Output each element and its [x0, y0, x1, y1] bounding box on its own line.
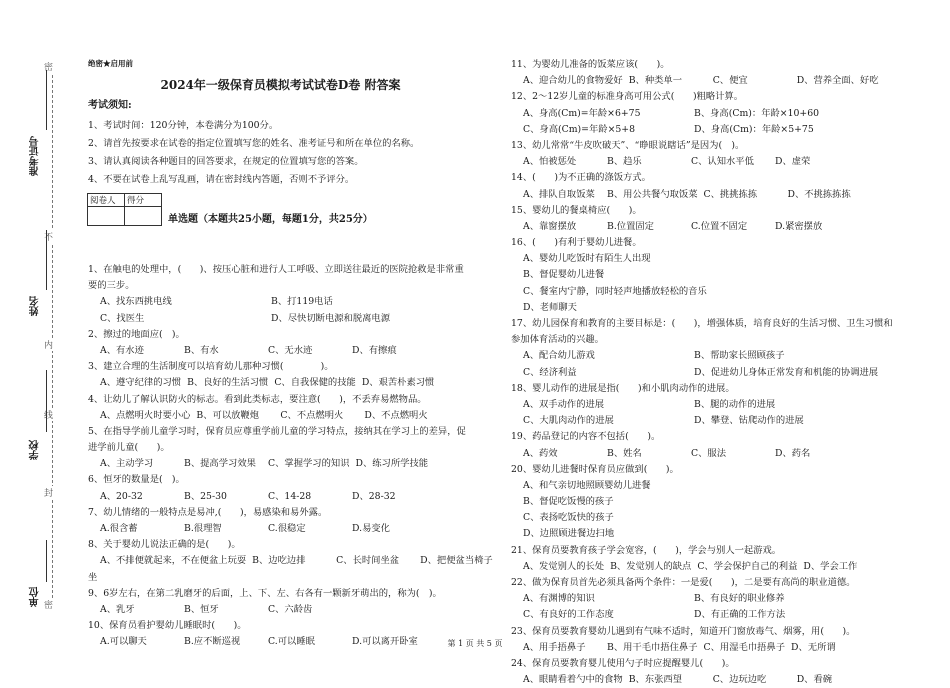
answer-option[interactable]: C、边玩边吃 [712, 674, 767, 686]
answer-options-row [511, 106, 893, 122]
answer-option[interactable]: C、找医生 [100, 312, 145, 324]
answer-option: B、督促婴幼儿进餐 [523, 269, 605, 281]
answer-options-row [511, 413, 893, 429]
answer-option[interactable]: A、主动学习 [100, 458, 154, 470]
answer-option[interactable]: C、服法 [691, 447, 727, 459]
answer-option[interactable]: D、28-32 [352, 490, 396, 502]
answer-options-row [511, 187, 893, 203]
answer-options-row [511, 607, 893, 623]
answer-option: C、表扬吃饭快的孩子 [523, 512, 614, 524]
answer-option[interactable]: D、药名 [775, 447, 811, 459]
answer-option[interactable]: D、不挑拣拣拣 [787, 188, 851, 200]
answer-options-row [88, 294, 493, 310]
seal-char: 内 [44, 338, 53, 351]
notice-heading: 考试须知: [88, 100, 132, 111]
answer-option[interactable]: A、双手动作的进展 [523, 398, 605, 410]
answer-option[interactable]: C、有良好的工作态度 [523, 609, 614, 621]
answer-option[interactable]: A、配合幼儿游戏 [523, 350, 595, 362]
answer-option[interactable]: C、用湿毛巾捂鼻子 [703, 641, 786, 653]
answer-options-row [511, 122, 893, 138]
answer-option: D、老师聊天 [523, 301, 577, 313]
school-field-line [46, 370, 47, 432]
seal-char: 线 [44, 408, 53, 421]
answer-option[interactable]: B、提高学习效果 [184, 458, 256, 470]
unit-label: 单位 [30, 587, 41, 607]
answer-option[interactable]: D、不点燃明火 [364, 409, 428, 421]
seal-char: 密 [44, 60, 53, 73]
seal-char: 封 [44, 486, 53, 499]
answer-option[interactable]: B、用干毛巾捂住鼻子 [607, 641, 698, 653]
question-text: 15、婴幼儿的餐桌椅应( )。 [511, 204, 642, 216]
answer-option[interactable]: A、迎合幼儿的食物爱好 [523, 75, 623, 87]
answer-option[interactable]: B、发觉别人的缺点 [610, 560, 692, 572]
answer-options-row [511, 591, 893, 607]
answer-option[interactable]: D、看碗 [796, 674, 833, 686]
answer-option: C、餐室内宁静，同时轻声地播放轻松的音乐 [523, 285, 707, 297]
question-text: 2、擦过的地面应( )。 [88, 328, 185, 340]
answer-option[interactable]: C、大肌肉动作的进展 [523, 415, 614, 427]
answer-option: A、和气亲切地照顾婴幼儿进餐 [523, 479, 651, 491]
question-text: 21、保育员要教育孩子学会宽容，( )，学会与别人一起游戏。 [511, 544, 782, 556]
question-text: 7、幼儿情绪的一般特点是易冲,( )，易感染和易外露。 [88, 506, 328, 518]
question-text: 14、( )为不正确的涤饭方式。 [511, 172, 651, 184]
answer-option: B、督促吃饭慢的孩子 [523, 496, 614, 508]
answer-option[interactable]: B.很理智 [184, 523, 222, 534]
answer-option[interactable]: B、身高(Cm)：年龄×10+60 [694, 107, 820, 119]
answer-options-row [511, 672, 893, 688]
answer-option[interactable]: C、14-28 [268, 490, 312, 502]
question-text: 20、婴幼儿进餐时保育员应做到( )。 [511, 463, 679, 475]
answer-option[interactable]: A、眼睛看着勺中的食物 [523, 674, 623, 686]
exam-id-field-line [46, 70, 47, 130]
answer-options-row [511, 559, 893, 575]
question-text: 6、恒牙的数量是( )。 [88, 474, 185, 486]
answer-option[interactable]: D、无所谓 [791, 641, 836, 653]
answer-options-row [511, 154, 893, 170]
answer-option[interactable]: A、不排便就起来，不在便盆上玩耍 [100, 555, 247, 567]
question-text: 19、药品登记的内容不包括( )。 [511, 431, 661, 443]
answer-option[interactable]: B、用公共餐勺取饭菜 [607, 188, 698, 200]
answer-option[interactable]: C.可以睡眠 [268, 636, 315, 648]
answer-option[interactable]: A、怕被惩处 [523, 156, 577, 168]
section-title: 单选题（本题共25小题，每题1分，共25分） [168, 214, 373, 225]
answer-option[interactable]: B、有水 [184, 344, 219, 356]
answer-option[interactable]: A、遵守纪律的习惯 [100, 377, 182, 389]
right-question-column [511, 57, 893, 688]
answer-option[interactable]: A、身高(Cm)=年龄×6+75 [523, 107, 641, 119]
question-text: 4、让幼儿了解认识防火的标志。看到此类标志，要注意( )，不丢弃易燃物品。 [88, 393, 427, 405]
question-text: 23、保育员要教育婴幼儿遇到有气味不适时，知道开门窗放毒气、烟雾，用( )。 [511, 625, 856, 637]
unit-field-line [46, 540, 47, 582]
notice-item: 2、请首先按要求在试卷的指定位置填写您的姓名、准考证号和所在单位的名称。 [88, 138, 420, 149]
answer-option[interactable]: D、艰苦朴素习惯 [361, 377, 435, 389]
answer-option[interactable]: A.可以聊天 [100, 636, 147, 648]
answer-option[interactable]: B、恒牙 [184, 603, 219, 615]
answer-option[interactable]: A、有水迹 [100, 344, 144, 356]
question-text: 8、关于婴幼儿说法正确的是( )。 [88, 539, 241, 551]
seal-char: 不 [44, 230, 53, 243]
answer-options-row [511, 365, 893, 381]
answer-option[interactable]: D、有正确的工作方法 [694, 609, 786, 621]
answer-option[interactable]: A、点燃明火时要小心 [100, 409, 191, 421]
answer-option[interactable]: C、身高(Cm)=年龄×5+8 [523, 123, 635, 135]
answer-option[interactable]: D、营养全面、好吃 [796, 75, 879, 87]
answer-option[interactable]: D、虚荣 [775, 156, 811, 168]
answer-option[interactable]: A、20-32 [100, 490, 143, 502]
seal-char: 密 [44, 598, 53, 611]
question-text: 13、幼儿常常“牛皮吹破天”、“睁眼说瞎话”是因为( )。 [511, 139, 745, 151]
answer-option[interactable]: C、自我保健的技能 [274, 377, 356, 389]
answer-option: A、婴幼儿吃饭时有陌生人出现 [523, 253, 651, 265]
answer-option[interactable]: C、不点燃明火 [280, 409, 344, 421]
question-text: 17、幼儿园保育和教育的主要目标是：( )，增强体质，培育良好的生活习惯、卫生习惯和 [511, 318, 893, 329]
exam-id-label: 准考证号 [30, 136, 41, 176]
seal-dashed-line [52, 60, 53, 608]
answer-option[interactable]: A.很含蓄 [100, 523, 138, 534]
answer-option: D、边照顾进餐边扫地 [523, 528, 615, 540]
notice-item: 3、请认真阅读各种题目的回答要求，在规定的位置填写您的答案。 [88, 156, 364, 167]
answer-option[interactable]: A、用手捂鼻子 [523, 641, 586, 653]
page-footer: 第 1 页 共 5 页 [447, 639, 503, 648]
answer-options-row [511, 219, 893, 235]
name-label: 姓名 [30, 296, 41, 316]
question-text: 18、婴儿动作的进展是指( )和小肌肉动作的进展。 [511, 382, 735, 394]
answer-option[interactable]: B、姓名 [607, 447, 642, 459]
answer-options-row [88, 489, 493, 505]
question-text: 11、为婴幼儿准备的饭菜应该( )。 [511, 59, 670, 70]
answer-option[interactable]: B、良好的生活习惯 [187, 377, 269, 389]
exam-notice [88, 97, 419, 189]
secret-mark: 绝密★启用前 [88, 59, 133, 68]
answer-option[interactable]: B、帮助家长照顾孩子 [694, 350, 785, 362]
answer-option[interactable]: D.可以离开卧室 [352, 636, 418, 648]
answer-option[interactable]: C、六龄齿 [268, 603, 313, 615]
school-label: 学校 [30, 440, 41, 460]
answer-option[interactable]: A、发觉别人的长处 [523, 560, 605, 572]
answer-option[interactable]: A、药效 [523, 447, 558, 459]
answer-option[interactable]: D、身高(Cm)：年龄×5+75 [694, 123, 814, 135]
answer-option[interactable]: D、有擦痕 [352, 344, 397, 356]
answer-option[interactable]: C、经济利益 [523, 366, 577, 378]
answer-option[interactable]: D、攀登、钻爬动作的进展 [694, 415, 804, 427]
answer-options-row [511, 397, 893, 413]
answer-option[interactable]: A、有渊博的知识 [523, 593, 595, 605]
answer-option[interactable]: B.应不断巡视 [184, 636, 241, 648]
answer-option[interactable]: B、25-30 [184, 490, 227, 502]
question-text: 要的三步。 [88, 280, 135, 292]
question-text: 参加体育活动的兴趣。 [511, 334, 604, 346]
answer-option[interactable]: B、可以放鞭炮 [196, 409, 260, 421]
answer-option[interactable]: C、长时间坐盆 [336, 555, 400, 567]
notice-item: 1、考试时间：120分钟，本卷满分为100分。 [88, 120, 279, 131]
answer-option[interactable]: D、促进幼儿身体正常发育和机能的协调进展 [694, 366, 879, 378]
question-text: 坐 [88, 571, 98, 583]
answer-option[interactable]: D、把便盆当椅子 [420, 555, 493, 567]
answer-options-row [88, 343, 493, 359]
score-header: 得分 [125, 194, 162, 207]
notice-item: 4、不要在试卷上乱写乱画，请在密封线内答题，否则不予评分。 [88, 174, 355, 185]
answer-options-row [511, 348, 893, 364]
left-question-column [88, 262, 493, 651]
score-cell[interactable] [125, 207, 162, 226]
question-text: 1、在触电的处理中，( )、按压心脏和进行人工呼吸、立即送往最近的医院抢救是非常重 [88, 264, 464, 275]
answer-option[interactable]: D.紧密摆放 [775, 220, 823, 232]
question-text: 9、6岁左右，在第二乳磨牙的后面，上、下、左、右各有一颗新牙萌出的，称为( )。 [88, 587, 442, 599]
answer-options-row [88, 602, 493, 618]
answer-option[interactable]: B、打119电话 [271, 296, 333, 308]
page-title: 2024年一级保育员模拟考试试卷D卷 附答案 [160, 78, 401, 92]
reviewer-cell[interactable] [88, 207, 125, 226]
answer-options-row [511, 446, 893, 462]
question-text: 10、保育员看护婴幼儿睡眠时( )。 [88, 620, 247, 632]
answer-option[interactable]: C、无水迹 [268, 344, 313, 356]
answer-option[interactable]: B、东张西望 [628, 674, 683, 686]
question-text: 24、保育员要教育婴儿使用勺子时应提醒婴儿( )。 [511, 657, 735, 669]
answer-option[interactable]: C、认知水平低 [691, 156, 754, 168]
answer-option[interactable]: B、种类单一 [628, 75, 683, 87]
question-text: 5、在指导学前儿童学习时，保育员应尊重学前儿童的学习特点，接纳其在学习上的差异，促 [88, 425, 466, 437]
answer-options-row [511, 73, 893, 89]
question-text: 12、2～12岁儿童的标准身高可用公式( )粗略计算。 [511, 91, 744, 103]
answer-options-row [88, 456, 493, 472]
answer-option[interactable]: A、乳牙 [100, 603, 135, 615]
answer-option[interactable]: B、有良好的职业修养 [694, 593, 785, 605]
answer-option[interactable]: C.位置不固定 [691, 220, 748, 232]
answer-option[interactable]: D.易变化 [352, 523, 390, 534]
name-field-line [46, 230, 47, 290]
answer-option[interactable]: B、趋乐 [607, 156, 642, 168]
question-text: 22、做为保育员首先必须具备两个条件：一是爱( )，二是要有高尚的职业道德。 [511, 577, 856, 588]
answer-option[interactable]: C、挑挑拣拣 [703, 188, 758, 200]
answer-options-row [88, 553, 493, 569]
score-table [87, 193, 162, 226]
answer-option[interactable]: C、学会保护自己的利益 [697, 560, 798, 572]
answer-option[interactable]: A、找东西挑电线 [100, 296, 172, 308]
question-text: 3、建立合理的生活制度可以培育幼儿那种习惯( )。 [88, 361, 334, 373]
answer-options-row [88, 408, 493, 424]
answer-option[interactable]: C、掌握学习的知识 [268, 458, 350, 470]
answer-option[interactable]: D、尽快切断电源和脱离电源 [271, 312, 391, 324]
answer-option[interactable]: A、靠窗摆放 [523, 220, 577, 232]
reviewer-header: 阅卷人 [88, 194, 125, 207]
answer-option[interactable]: D、练习所学技能 [355, 458, 429, 470]
answer-options-row [88, 375, 493, 391]
answer-options-row [88, 521, 493, 537]
answer-option[interactable]: B.位置固定 [607, 220, 654, 232]
answer-option[interactable]: D、学会工作 [803, 560, 858, 572]
answer-option[interactable]: C.很稳定 [268, 523, 306, 534]
answer-option[interactable]: B、边吃边排 [252, 555, 306, 567]
answer-option[interactable]: A、排队自取饭菜 [523, 188, 595, 200]
answer-option[interactable]: B、腿的动作的进展 [694, 398, 776, 410]
answer-options-row [88, 311, 493, 327]
answer-option[interactable]: C、便宜 [712, 75, 748, 87]
question-text: 16、( )有利于婴幼儿进餐。 [511, 237, 642, 249]
question-text: 进学前儿童( )。 [88, 442, 170, 454]
